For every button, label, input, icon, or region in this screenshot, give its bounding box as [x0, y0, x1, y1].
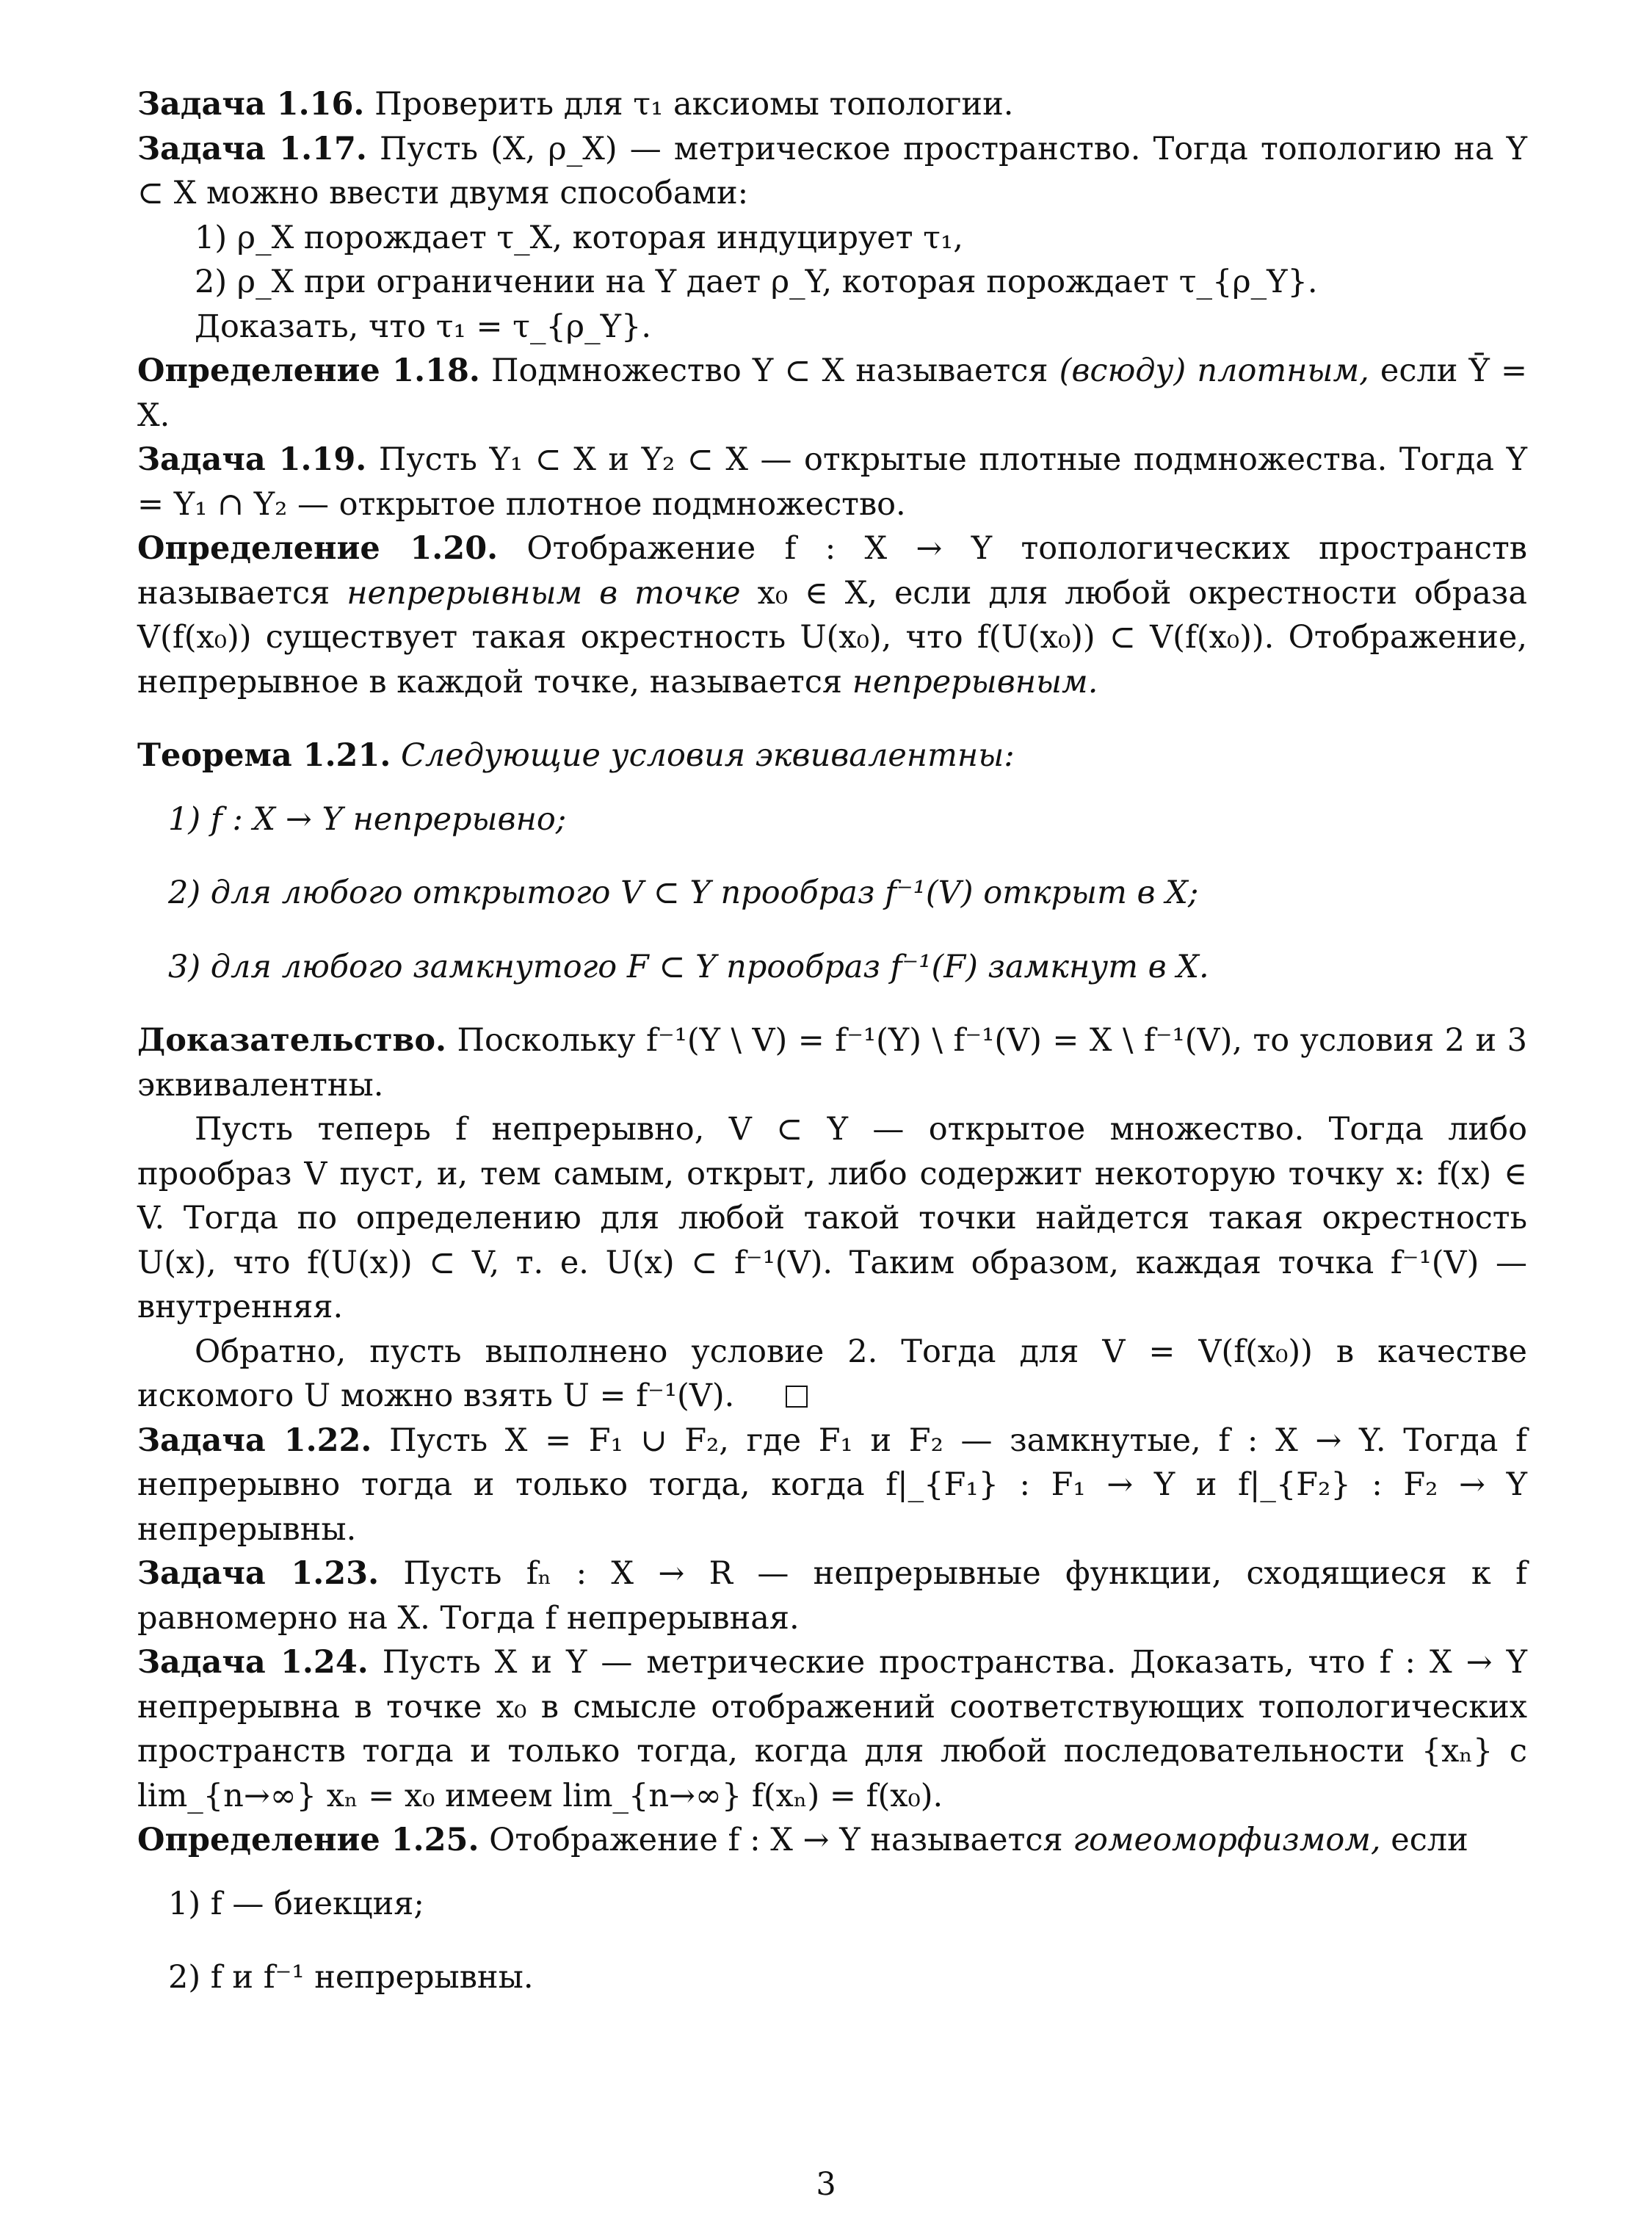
definition-1-25 [137, 1818, 1527, 1863]
theorem-item-2: 2) для любого открытого V ⊂ Y прообраз f⁻¹(V) открыт в X; [168, 874, 1199, 911]
definition-text: Подмножество Y ⊂ X называется [479, 352, 1059, 389]
theorem-item-1: 1) f : X → Y непрерывно; [168, 800, 567, 838]
page-body [137, 82, 1527, 2029]
proof-paragraph-2: Пусть теперь f непрерывно, V ⊂ Y — открытое множество. Тогда либо прообраз V пуст, и, тем самым, открыт, либо содержит некоторую точку x: f(x) ∈ V. Тогда по определению для любой такой точки найдется такая окрестность U(x), что f(U(x)) ⊂ V, т. е. U(x) ⊂ f⁻¹(V). Таким образом, каждая точка f⁻¹(V) — внутренняя. [137, 1111, 1527, 1325]
definition-label: Определение 1.18. [137, 352, 480, 389]
proof-text: Поскольку f⁻¹(Y \ V) = f⁻¹(Y) \ f⁻¹(V) = X \ f⁻¹(V), то условия 2 и 3 эквивалентны. [137, 1022, 1527, 1104]
task-1-17-way-2: 2) ρ_X при ограничении на Y дает ρ_Y, которая порождает τ_{ρ_Y}. [195, 264, 1318, 300]
definition-text: Отображение f : X → Y топологических пространств называется [137, 530, 1527, 612]
task-text: Пусть X = F₁ ∪ F₂, где F₁ и F₂ — замкнутые, f : X → Y. Тогда f непрерывно тогда и только тогда, когда f|_{F₁} : F₁ → Y и f|_{F₂} : F₂ → Y непрерывны. [137, 1422, 1527, 1548]
task-1-17-prove: Доказать, что τ₁ = τ_{ρ_Y}. [195, 308, 651, 345]
proof-paragraph-1 [137, 1018, 1527, 1107]
task-1-17-way-1: 1) ρ_X порождает τ_X, которая индуцирует τ₁, [195, 219, 963, 256]
task-text: Проверить для τ₁ аксиомы топологии. [364, 86, 1014, 123]
task-text: Пусть X и Y — метрические пространства. Доказать, что f : X → Y непрерывна в точке x₀ в смысле отображений соответствующих топологических пространств тогда и только тогда, когда для любой последовательности {xₙ} с lim_{n→∞} xₙ = x₀ имеем lim_{n→∞} f(xₙ) = f(x₀). [137, 1644, 1527, 1814]
task-label: Задача 1.16. [137, 86, 365, 123]
task-text: Пусть (X, ρ_X) — метрическое пространство. Тогда топологию на Y ⊂ X можно ввести двумя способами: [137, 130, 1527, 211]
task-1-22 [137, 1419, 1527, 1552]
definition-text: Отображение f : X → Y называется [479, 1822, 1073, 1858]
task-1-23 [137, 1551, 1527, 1640]
theorem-statement: Следующие условия эквивалентны: [391, 737, 1015, 774]
task-1-19 [137, 438, 1527, 526]
qed-square-icon [786, 1386, 808, 1408]
page-number: 3 [816, 2166, 836, 2203]
task-label: Задача 1.24. [137, 1644, 369, 1681]
proof-paragraph-3 [137, 1330, 1527, 1419]
task-1-24 [137, 1640, 1527, 1818]
task-label: Задача 1.22. [137, 1422, 372, 1459]
definition-label: Определение 1.25. [137, 1822, 479, 1858]
definition-1-20 [137, 526, 1527, 704]
task-label: Задача 1.23. [137, 1555, 380, 1592]
definition-text-mid: x₀ ∈ X, если для любой окрестности образа V(f(x₀)) существует такая окрестность U(x₀), что f(U(x₀)) ⊂ V(f(x₀)). Отображение, непрерывное в каждой точке, называется [137, 574, 1527, 700]
task-label: Задача 1.17. [137, 130, 367, 167]
definition-term: гомеоморфизмом, [1073, 1822, 1381, 1858]
definition-1-18 [137, 349, 1527, 438]
proof-text: Обратно, пусть выполнено условие 2. Тогда для V = V(f(x₀)) в качестве искомого U можно взять U = f⁻¹(V). [137, 1333, 1527, 1414]
task-text: Пусть Y₁ ⊂ X и Y₂ ⊂ X — открытые плотные подмножества. Тогда Y = Y₁ ∩ Y₂ — открытое плотное подмножество. [137, 441, 1527, 523]
definition-text-end: если Ȳ = X. [137, 352, 1527, 434]
task-1-16 [137, 82, 1527, 127]
task-text: Пусть fₙ : X → R — непрерывные функции, сходящиеся к f равномерно на X. Тогда f непрерывная. [137, 1555, 1527, 1637]
definition-term: непрерывным в точке [347, 574, 741, 612]
theorem-item-3: 3) для любого замкнутого F ⊂ Y прообраз f⁻¹(F) замкнут в X. [168, 948, 1209, 985]
theorem-1-21 [137, 734, 1527, 778]
definition-text-end: если [1380, 1822, 1468, 1858]
task-1-17 [137, 127, 1527, 216]
definition-item-1: 1) f — биекция; [168, 1885, 424, 1922]
definition-item-2: 2) f и f⁻¹ непрерывны. [168, 1959, 534, 1996]
proof-label: Доказательство. [137, 1022, 446, 1059]
definition-term-2: непрерывным. [852, 663, 1098, 700]
theorem-label: Теорема 1.21. [137, 737, 391, 774]
task-label: Задача 1.19. [137, 441, 367, 478]
definition-term: (всюду) плотным, [1059, 352, 1369, 389]
definition-label: Определение 1.20. [137, 530, 499, 567]
